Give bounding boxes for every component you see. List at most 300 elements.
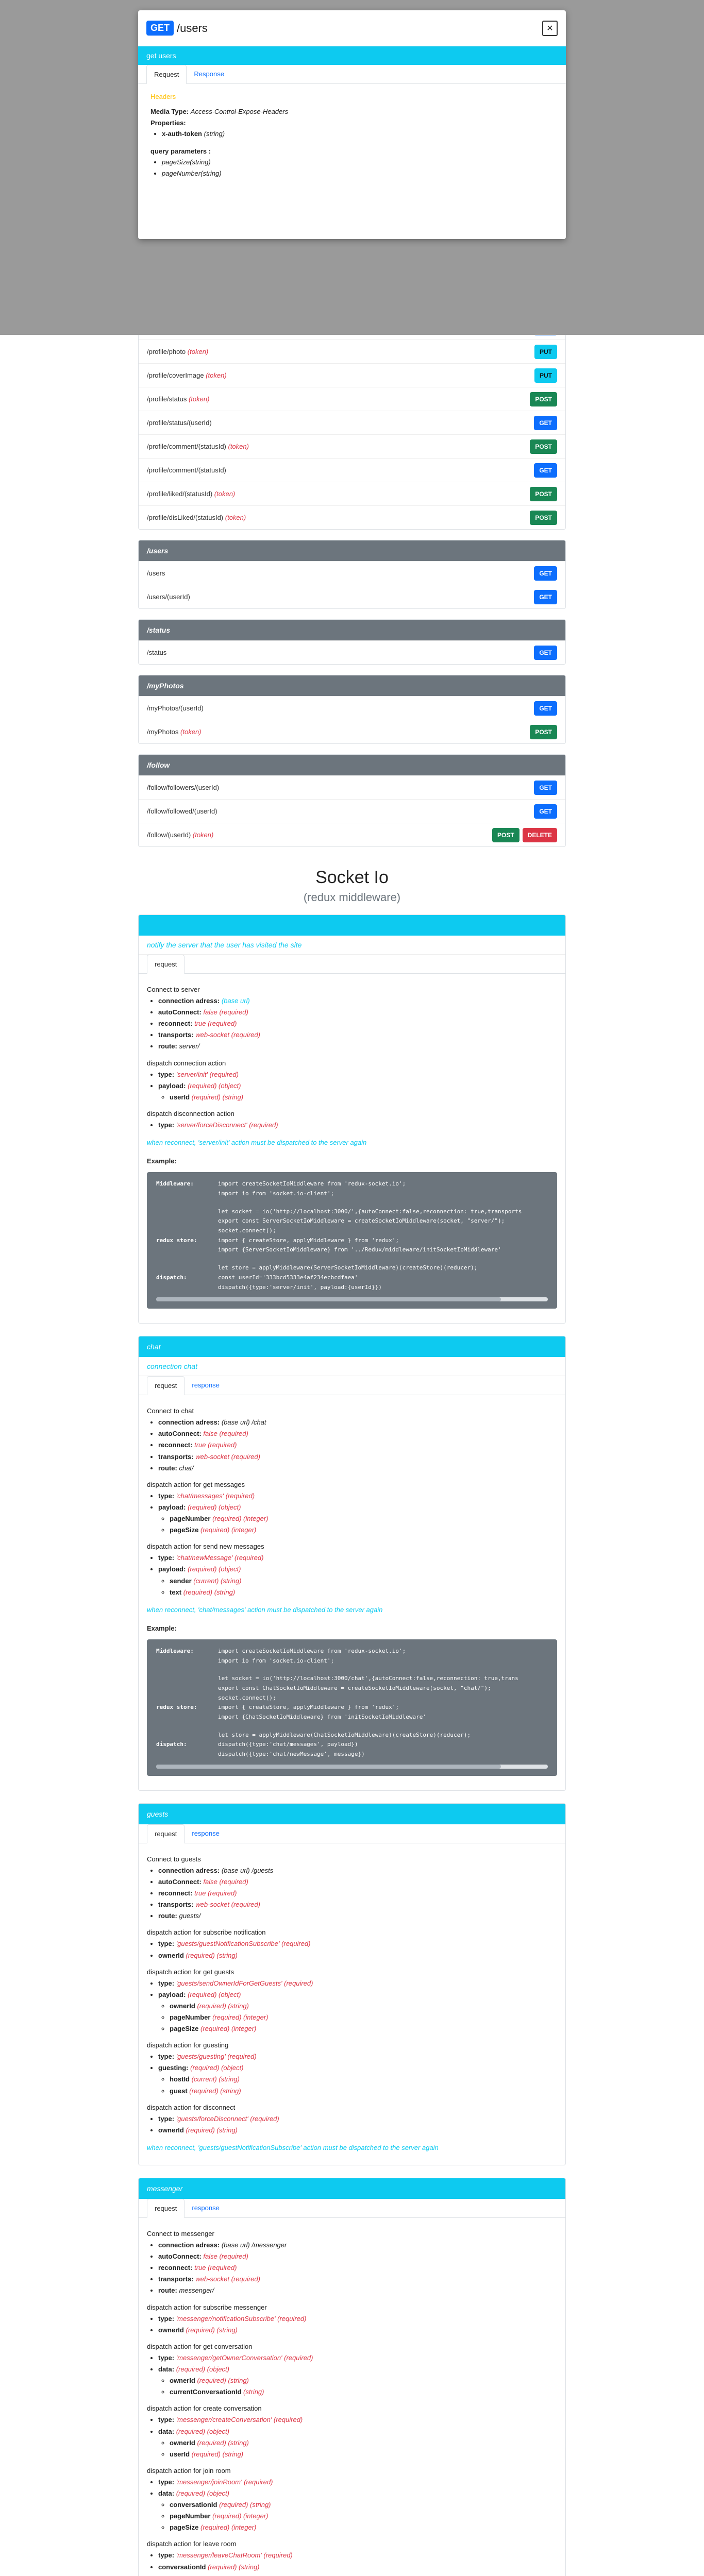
param-value: 'messenger/leaveChatRoom' (required) [176, 2551, 293, 2560]
code-line [156, 1740, 548, 1750]
code-text: export const ChatSocketIoMiddleware = createSocketIoMiddleware(socket, "chat/"); [218, 1684, 491, 1691]
sub-param-value: (required) (integer) [212, 2512, 269, 2520]
query-item: • pageNumber(string) [162, 168, 554, 179]
code-line [156, 1226, 548, 1236]
endpoint-path [147, 593, 190, 601]
param-value: 'guests/sendOwnerIdForGetGuests' (required) [176, 1979, 313, 1987]
endpoint-row[interactable] [139, 387, 565, 411]
param-value: 'server/forceDisconnect' (required) [176, 1121, 278, 1129]
group-heading: dispatch action for send new messages [147, 1543, 264, 1551]
path-text: /profile/comment/(statusId) [147, 466, 226, 474]
param-name: type: [158, 2551, 175, 2560]
param-name: route: [158, 2286, 177, 2295]
sub-param-name: userId [170, 1093, 190, 1101]
path-text: /status [147, 649, 167, 656]
sub-param-name: hostId [170, 2075, 190, 2083]
sub-param-name: pageNumber [170, 2512, 211, 2520]
code-text: let socket = io('http://localhost:3000/',{autoConnect:false,reconnection: true,transports [218, 1208, 522, 1215]
endpoint-row[interactable] [139, 799, 565, 823]
code-label [156, 1207, 218, 1217]
sub-param-name: conversationId [170, 2501, 217, 2509]
code-label: redux store: [156, 1704, 197, 1711]
method-button-post[interactable]: POST [492, 828, 519, 842]
param-value: false (required) [203, 2252, 248, 2261]
endpoint-path [147, 514, 246, 521]
param-item [158, 1417, 557, 1428]
page-content [138, 0, 566, 2576]
param-item [158, 2562, 557, 2573]
path-text: /users/(userId) [147, 593, 190, 601]
param-name: payload: [158, 1990, 186, 1998]
endpoint-path [147, 371, 227, 379]
param-value: false (required) [203, 1430, 248, 1438]
panel-header [139, 915, 565, 936]
method-button-get[interactable]: GET [534, 781, 557, 795]
method-button-post[interactable]: POST [530, 392, 557, 406]
param-name: route: [158, 1464, 177, 1472]
action-group [147, 2403, 557, 2460]
tab-response[interactable]: response [192, 2204, 220, 2212]
sub-param-item [170, 2499, 557, 2511]
path-text: /profile/disLiked/(statusId) [147, 514, 224, 521]
param-list [147, 2051, 557, 2096]
param-name: guesting: [158, 2064, 189, 2072]
param-name: route: [158, 1042, 177, 1050]
action-group [147, 1854, 557, 1922]
panel-body [139, 2218, 565, 2576]
param-item [158, 2285, 557, 2296]
modal-header [138, 10, 566, 46]
code-block [147, 1172, 557, 1309]
sub-param-item [170, 2375, 557, 2386]
param-item [158, 2488, 557, 2533]
param-name: autoConnect: [158, 1008, 202, 1016]
code-label [156, 1199, 218, 1207]
param-item [158, 2313, 557, 2325]
path-text: /profile/coverImage [147, 371, 204, 379]
param-item [158, 1120, 557, 1131]
param-item [158, 1865, 557, 1876]
panel-header: guests [139, 1804, 565, 1824]
param-item [158, 1978, 557, 1989]
path-text: /profile/status [147, 395, 187, 403]
param-name: type: [158, 1554, 175, 1562]
param-name: type: [158, 2114, 175, 2123]
sub-param-item [170, 2074, 557, 2085]
path-text: /profile/comment/(statusId) [147, 443, 226, 450]
reconnect-note: when reconnect, 'chat/messages' action must be dispatched to the server again [147, 1605, 383, 1614]
param-value: (required) (object) [190, 2064, 244, 2072]
query-label: query parameters : [150, 147, 211, 155]
code-text: let store = applyMiddleware(ChatSocketIoMiddleware)(createStore)(reducer); [218, 1731, 471, 1738]
method-buttons [534, 590, 557, 604]
code-line [156, 1283, 548, 1293]
sub-param-name: pageSize [170, 2025, 199, 2033]
sub-param-name: userId [170, 2450, 190, 2458]
code-label: Middleware: [156, 1647, 194, 1654]
socket-panel [138, 1336, 566, 1791]
param-name: type: [158, 1070, 175, 1078]
code-scrollbar[interactable] [156, 1297, 548, 1301]
sub-param-item [170, 2511, 557, 2522]
param-list [147, 2352, 557, 2398]
method-button-post[interactable]: POST [530, 511, 557, 525]
endpoint-row[interactable] [139, 411, 565, 434]
param-name: ownerId [158, 1951, 184, 1959]
method-button-get[interactable]: GET [534, 566, 557, 581]
sub-param-name: guest [170, 2087, 188, 2095]
param-list [147, 2113, 557, 2136]
group-heading: dispatch action for get messages [147, 1480, 245, 1488]
param-item [158, 2550, 557, 2561]
socket-panel [138, 2178, 566, 2576]
group-heading: dispatch action for disconnect [147, 2103, 236, 2111]
method-button-get[interactable]: GET [534, 701, 557, 716]
param-value: true (required) [194, 1889, 237, 1897]
param-list [147, 2477, 557, 2533]
code-label [156, 1226, 218, 1236]
method-button-post[interactable]: POST [530, 487, 557, 501]
group-title: /myPhotos [139, 675, 565, 696]
param-item [158, 1439, 557, 1451]
param-item [158, 1989, 557, 2035]
param-value: server/ [179, 1042, 200, 1050]
sub-param-value: (required) (string) [183, 1588, 236, 1596]
tab-request[interactable]: Request [146, 65, 187, 84]
code-line [156, 1273, 548, 1283]
endpoint-row[interactable] [139, 458, 565, 482]
modal-body [138, 84, 566, 186]
param-value: messenger/ [179, 2286, 214, 2295]
endpoint-group [138, 675, 566, 744]
param-value: (base url) [221, 997, 250, 1005]
endpoint-row[interactable] [139, 585, 565, 608]
param-item [158, 1018, 557, 1029]
sub-param-item [170, 2001, 557, 2012]
method-button-get[interactable]: GET [534, 646, 557, 660]
param-item [158, 1428, 557, 1439]
code-label [156, 1656, 218, 1666]
method-button-get[interactable]: GET [534, 416, 557, 430]
sub-param-value: (current) (string) [193, 1577, 242, 1585]
param-name: transports: [158, 1452, 194, 1461]
code-label [156, 1674, 218, 1684]
param-name: connection adress: [158, 997, 220, 1005]
endpoint-group [138, 619, 566, 665]
path-text: /users [147, 569, 165, 577]
method-buttons [534, 701, 557, 716]
param-item [158, 2240, 557, 2251]
group-heading: dispatch action for create conversation [147, 2404, 262, 2413]
code-label: dispatch: [156, 1741, 187, 1748]
param-name: route: [158, 1912, 177, 1920]
code-label: Middleware: [156, 1180, 194, 1188]
code-label [156, 1713, 218, 1722]
endpoint-row[interactable] [139, 482, 565, 505]
param-list [147, 1120, 557, 1131]
action-group [147, 1058, 557, 1103]
tab-response[interactable]: Response [194, 70, 224, 78]
param-name: conversationId [158, 2563, 206, 2571]
token-required: (token) [192, 831, 214, 839]
token-required: (token) [228, 443, 249, 450]
param-name: data: [158, 2365, 175, 2374]
socket-panel [138, 914, 566, 1324]
param-value: true (required) [194, 2264, 237, 2272]
action-group [147, 1541, 557, 1598]
endpoint-path [147, 395, 209, 403]
param-item [158, 2414, 557, 2426]
code-line [156, 1750, 548, 1759]
endpoint-group [138, 540, 566, 609]
token-required: (token) [187, 348, 209, 355]
sub-param-value: (required) (string) [191, 2450, 244, 2458]
sub-param-item [170, 1575, 557, 1587]
endpoint-group [138, 754, 566, 847]
panel-body [139, 1395, 565, 1790]
param-name: type: [158, 2314, 175, 2323]
group-title: /status [139, 620, 565, 640]
endpoint-row[interactable] [139, 696, 565, 720]
method-badge: GET [146, 21, 174, 36]
code-text: let store = applyMiddleware(ServerSocketIoMiddleware)(createStore)(reducer); [218, 1264, 478, 1272]
param-list [147, 995, 557, 1052]
param-value: 'chat/messages' (required) [176, 1492, 255, 1500]
param-item [158, 1069, 557, 1080]
endpoint-path [147, 490, 235, 498]
endpoint-row[interactable] [139, 340, 565, 363]
param-value: guests/ [179, 1912, 201, 1920]
endpoint-path [147, 784, 219, 791]
group-heading: dispatch action for leave room [147, 2540, 237, 2548]
sub-param-item [170, 2386, 557, 2398]
param-name: reconnect: [158, 1441, 193, 1449]
sub-param-list [158, 2375, 557, 2398]
param-item [158, 2364, 557, 2398]
endpoint-row[interactable] [139, 561, 565, 585]
sub-param-item [170, 2023, 557, 2035]
panel-tabs [139, 2199, 565, 2218]
modal-title: /users [177, 21, 208, 35]
sub-param-value: (required) (string) [219, 2501, 271, 2509]
action-group [147, 2538, 557, 2572]
endpoint-row[interactable] [139, 720, 565, 743]
param-name: transports: [158, 1901, 194, 1909]
group-heading: dispatch connection action [147, 1059, 226, 1067]
param-value: web-socket (required) [195, 1031, 260, 1039]
param-value: 'messenger/getOwnerConversation' (required) [176, 2353, 313, 2362]
sub-param-value: (required) (string) [191, 1093, 244, 1101]
endpoint-path [147, 348, 208, 355]
method-button-get[interactable]: GET [534, 804, 557, 819]
modal-tabs [138, 65, 566, 84]
panel-body [139, 1843, 565, 2165]
code-scrollbar[interactable] [156, 1765, 548, 1769]
param-name: type: [158, 1940, 175, 1948]
endpoint-row[interactable] [139, 434, 565, 458]
sub-param-item [170, 1513, 557, 1524]
param-value: false (required) [203, 1877, 248, 1886]
reconnect-note: when reconnect, 'server/init' action must be dispatched to the server again [147, 1139, 367, 1147]
endpoint-row[interactable] [139, 505, 565, 529]
param-value: true (required) [194, 1441, 237, 1449]
code-text: import createSocketIoMiddleware from 'redux-socket.io'; [218, 1647, 406, 1654]
sub-param-name: pageNumber [170, 2013, 211, 2021]
method-buttons [530, 725, 557, 739]
param-name: reconnect: [158, 1020, 193, 1028]
code-text: let socket = io('http://localhost:3000/chat',{autoConnect:false,reconnection: true,trans [218, 1675, 518, 1682]
param-item [158, 1041, 557, 1052]
method-button-put[interactable]: PUT [534, 345, 557, 359]
path-text: /profile/photo [147, 348, 186, 355]
code-line [156, 1731, 548, 1740]
param-value: (required) (object) [176, 2365, 230, 2374]
sub-param-item [170, 2449, 557, 2460]
method-buttons [530, 487, 557, 501]
sub-param-name: sender [170, 1577, 192, 1585]
sub-param-item [170, 1524, 557, 1536]
panel-description: notify the server that the user has visited the site [139, 936, 565, 955]
code-label [156, 1283, 218, 1293]
group-title: /users [139, 540, 565, 561]
sub-param-list [158, 2001, 557, 2035]
close-icon[interactable]: ✕ [542, 21, 558, 36]
method-button-post[interactable]: POST [530, 725, 557, 739]
method-button-get[interactable]: GET [534, 590, 557, 604]
param-value: 'guests/guesting' (required) [176, 2053, 257, 2061]
param-item [158, 2062, 557, 2096]
code-label: dispatch: [156, 1274, 187, 1281]
param-list [147, 1978, 557, 2035]
action-group [147, 1967, 557, 2035]
param-name: type: [158, 2416, 175, 2424]
code-line [156, 1722, 548, 1731]
action-group [147, 2465, 557, 2534]
tab-response[interactable]: response [192, 1829, 220, 1837]
param-name: type: [158, 1121, 175, 1129]
code-line [156, 1693, 548, 1703]
endpoint-path [147, 649, 166, 656]
code-text: import { createStore, applyMiddleware } from 'redux'; [218, 1236, 399, 1244]
sub-param-value: (required) (integer) [212, 2013, 269, 2021]
code-label [156, 1255, 218, 1263]
sub-param-list [158, 2437, 557, 2460]
param-list [147, 1552, 557, 1598]
tab-request[interactable]: request [147, 1376, 185, 1395]
param-name: reconnect: [158, 2264, 193, 2272]
headers-label: Headers [150, 93, 176, 100]
action-group [147, 2302, 557, 2336]
method-button-get[interactable]: GET [534, 463, 557, 478]
param-item [158, 1080, 557, 1103]
panel-description: connection chat [139, 1357, 565, 1376]
method-buttons [534, 463, 557, 478]
endpoint-modal [138, 10, 566, 239]
endpoint-path [147, 704, 204, 712]
param-item [158, 1029, 557, 1041]
param-name: connection adress: [158, 1418, 220, 1427]
param-item [158, 1950, 557, 1961]
endpoint-description: get users [138, 46, 566, 65]
endpoint-row[interactable] [139, 363, 565, 387]
param-name: data: [158, 2489, 175, 2497]
param-item [158, 2477, 557, 2488]
token-required: (token) [206, 371, 227, 379]
param-item [158, 1899, 557, 1910]
method-buttons [530, 511, 557, 525]
param-value: (required) (string) [186, 2126, 238, 2134]
method-button-put[interactable]: PUT [534, 368, 557, 383]
param-value: (required) (object) [176, 2427, 230, 2435]
param-item [158, 2262, 557, 2274]
code-line [156, 1199, 548, 1207]
code-text: socket.connect(); [218, 1227, 276, 1234]
code-line [156, 1703, 548, 1713]
endpoint-groups [138, 247, 566, 847]
action-group [147, 984, 557, 1053]
panel-header: messenger [139, 2178, 565, 2199]
group-heading: Connect to chat [147, 1407, 194, 1415]
param-item [158, 2251, 557, 2262]
code-text: dispatch({type:'chat/messages', payload}) [218, 1741, 358, 1748]
code-text: import {ChatSocketIoMiddleware} from 'initSocketIoMiddleware' [218, 1714, 426, 1720]
param-list [147, 1490, 557, 1536]
property-item: • x-auth-token (string) [162, 128, 554, 139]
code-text: import createSocketIoMiddleware from 'redux-socket.io'; [218, 1180, 406, 1188]
code-label [156, 1263, 218, 1273]
endpoint-row[interactable] [139, 775, 565, 799]
action-group [147, 2102, 557, 2136]
method-button-post[interactable]: POST [530, 439, 557, 454]
tab-response[interactable]: response [192, 1381, 220, 1389]
sub-param-name: currentConversationId [170, 2388, 242, 2396]
tab-request[interactable]: request [147, 2199, 185, 2218]
panel-body [139, 974, 565, 1323]
endpoint-row[interactable] [139, 640, 565, 664]
code-label [156, 1693, 218, 1703]
tab-request[interactable]: request [147, 1824, 185, 1843]
code-text: dispatch({type:'chat/newMessage', message}) [218, 1751, 365, 1758]
param-item [158, 1564, 557, 1598]
param-name: payload: [158, 1081, 186, 1090]
media-label: Media Type: [150, 108, 189, 116]
token-required: (token) [180, 728, 202, 736]
token-required: (token) [225, 514, 246, 521]
param-value: (base url) /chat [221, 1418, 266, 1427]
endpoint-row[interactable] [139, 823, 565, 846]
endpoint-path [147, 419, 212, 427]
tab-request[interactable]: request [147, 955, 185, 974]
code-line [156, 1207, 548, 1217]
method-button-del[interactable]: DELETE [523, 828, 557, 842]
example-label: Example: [147, 1157, 177, 1165]
code-line [156, 1263, 548, 1273]
sub-param-name: ownerId [170, 2377, 195, 2385]
param-name: type: [158, 1979, 175, 1987]
param-value: false (required) [203, 1008, 248, 1016]
param-value: 'chat/newMessage' (required) [176, 1554, 264, 1562]
param-name: ownerId [158, 2126, 184, 2134]
code-text: import { createStore, applyMiddleware } from 'redux'; [218, 1704, 399, 1711]
method-buttons [530, 392, 557, 406]
path-text: /profile/status/(userId) [147, 419, 212, 427]
param-item [158, 1490, 557, 1502]
param-list [147, 1069, 557, 1103]
param-value: 'messenger/notificationSubscribe' (required) [176, 2314, 307, 2323]
param-value: (required) (object) [176, 2489, 230, 2497]
code-line [156, 1179, 548, 1189]
code-block [147, 1639, 557, 1776]
